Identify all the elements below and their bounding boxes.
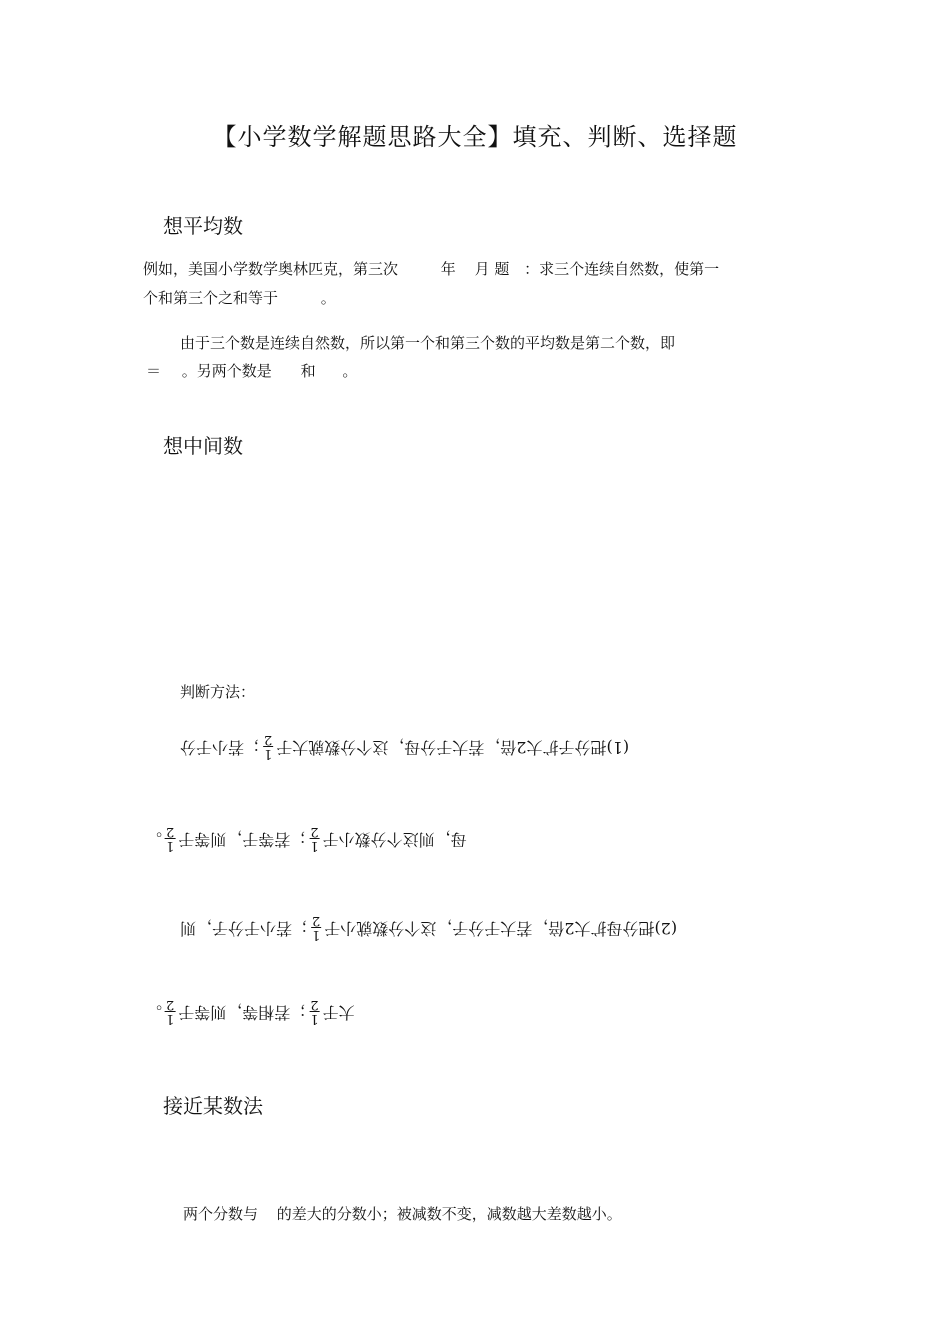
rule1-line1-flipped <box>180 733 629 760</box>
paragraph-solution-line1: 由于三个数是连续自然数，所以第一个和第三个数的平均数是第二个数，即 <box>180 334 676 352</box>
paragraph-example-line2 <box>143 287 336 308</box>
fraction-denominator: 2 <box>310 824 319 839</box>
fraction-denominator: 2 <box>310 997 319 1012</box>
fraction-numerator: 1 <box>166 1011 175 1026</box>
page-title: 【小学数学解题思路大全】填充、判断、选择题 <box>212 123 738 151</box>
fraction-one-half <box>311 914 321 941</box>
rule1-text-e: 。 <box>146 830 163 849</box>
rule2-text-e: 。 <box>146 1003 163 1022</box>
rule2-text-d: ；若相等，则等于 <box>178 1003 307 1022</box>
fraction-denominator: 2 <box>312 913 321 928</box>
solution-eq: ＝ <box>146 362 162 380</box>
fraction-denominator: 2 <box>264 732 273 747</box>
example-text: 例如，美国小学数学奥林匹克，第三次 <box>143 260 399 278</box>
rule1-text-b: ；若小于分 <box>180 738 261 757</box>
fraction-numerator: 1 <box>310 1011 319 1026</box>
fraction-one-half <box>309 825 319 852</box>
fraction-denominator: 2 <box>166 997 175 1012</box>
rule1-text-d: ；若等于，则等于 <box>178 830 307 849</box>
rule1-line1 <box>180 733 629 760</box>
fraction-one-half <box>165 825 175 852</box>
rule1-text-a: (1)把分子扩大2倍，若大于分母，这个分数就大于 <box>276 738 630 757</box>
rule2-line2-flipped <box>146 998 355 1025</box>
rule1-text-c: 母，则这个分数小于 <box>322 830 467 849</box>
section-heading-middle: 想中间数 <box>163 434 243 458</box>
paragraph-solution-line2 <box>146 360 357 381</box>
fraction-one-half <box>309 998 319 1025</box>
rule2-line1 <box>180 914 677 941</box>
example-text-2: 个和第三个之和等于 <box>143 289 279 307</box>
method-label: 判断方法： <box>180 683 256 701</box>
near-text-a: 两个分数与 <box>183 1205 259 1223</box>
near-text-b: 的差大的分数小；被减数不变，减数越大差数越小。 <box>276 1205 622 1223</box>
solution-and: 和 <box>300 362 316 380</box>
fraction-one-half <box>263 733 273 760</box>
fraction-numerator: 1 <box>264 746 273 761</box>
paragraph-near <box>183 1203 622 1224</box>
example-question: ：求三个连续自然数，使第一 <box>524 260 720 278</box>
rule2-line1-flipped <box>180 914 677 941</box>
fraction-numerator: 1 <box>166 838 175 853</box>
example-end: 。 <box>320 289 336 307</box>
solution-mid: 。另两个数是 <box>181 362 272 380</box>
section-heading-near: 接近某数法 <box>163 1094 263 1118</box>
rule2-text-c: 大于 <box>322 1003 355 1022</box>
example-year: 年 <box>440 260 456 278</box>
rule1-line2 <box>146 825 467 852</box>
paragraph-example-line1 <box>143 258 719 279</box>
rule2-text-b: ；若小于分子，则 <box>180 919 309 938</box>
rule2-text-a: (2)把分母扩大2倍，若大于分子，这个分数就小于 <box>324 919 678 938</box>
fraction-one-half <box>165 998 175 1025</box>
rule1-line2-flipped <box>146 825 467 852</box>
section-heading-average: 想平均数 <box>163 214 243 238</box>
solution-end: 。 <box>342 362 358 380</box>
example-month: 月 题 <box>474 260 510 278</box>
fraction-numerator: 1 <box>310 838 319 853</box>
fraction-denominator: 2 <box>166 824 175 839</box>
rule2-line2 <box>146 998 355 1025</box>
fraction-numerator: 1 <box>312 927 321 942</box>
